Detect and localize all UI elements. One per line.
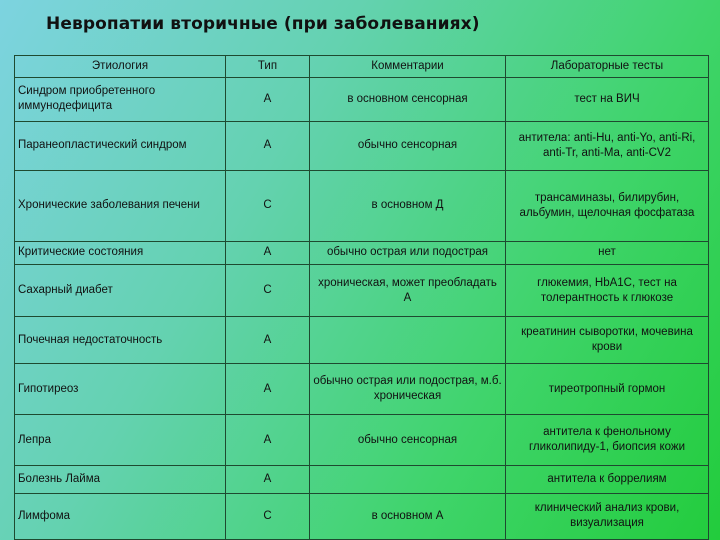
cell-etiology: Лимфома bbox=[15, 493, 226, 539]
cell-comment: в основном Д bbox=[310, 170, 506, 241]
page-title: Невропатии вторичные (при заболеваниях) bbox=[46, 14, 480, 34]
cell-etiology: Лепра bbox=[15, 415, 226, 466]
table-row bbox=[15, 466, 709, 494]
cell-lab: клинический анализ крови, визуализация bbox=[506, 493, 709, 539]
cell-lab: антитела к боррелиям bbox=[506, 466, 709, 494]
cell-comment bbox=[310, 466, 506, 494]
cell-comment: обычно сенсорная bbox=[310, 121, 506, 170]
cell-etiology: Сахарный диабет bbox=[15, 265, 226, 317]
table-row bbox=[15, 121, 709, 170]
table-row bbox=[15, 170, 709, 241]
cell-comment bbox=[310, 317, 506, 364]
cell-type: A bbox=[226, 415, 310, 466]
cell-etiology: Почечная недостаточность bbox=[15, 317, 226, 364]
cell-lab: глюкемия, HbA1C, тест на толерантность к глюкозе bbox=[506, 265, 709, 317]
table-row bbox=[15, 78, 709, 122]
cell-lab: антитела к фенольному гликолипиду-1, биопсия кожи bbox=[506, 415, 709, 466]
table-row bbox=[15, 493, 709, 539]
cell-lab: антитела: anti-Hu, anti-Yo, anti-Ri, anti-Tr, anti-Ma, anti-CV2 bbox=[506, 121, 709, 170]
cell-lab: тест на ВИЧ bbox=[506, 78, 709, 122]
cell-lab: нет bbox=[506, 241, 709, 265]
cell-etiology: Паранеопластический синдром bbox=[15, 121, 226, 170]
cell-comment: в основном А bbox=[310, 493, 506, 539]
header-comment: Комментарии bbox=[310, 56, 506, 78]
header-type: Тип bbox=[226, 56, 310, 78]
table-row bbox=[15, 241, 709, 265]
cell-type: C bbox=[226, 265, 310, 317]
cell-type: A bbox=[226, 78, 310, 122]
cell-lab: тиреотропный гормон bbox=[506, 364, 709, 415]
cell-comment: хроническая, может преобладать А bbox=[310, 265, 506, 317]
cell-etiology: Хронические заболевания печени bbox=[15, 170, 226, 241]
cell-type: A bbox=[226, 466, 310, 494]
table-row bbox=[15, 415, 709, 466]
table-row bbox=[15, 364, 709, 415]
cell-lab: креатинин сыворотки, мочевина крови bbox=[506, 317, 709, 364]
cell-type: A bbox=[226, 317, 310, 364]
cell-etiology: Синдром приобретенного иммунодефицита bbox=[15, 78, 226, 122]
cell-comment: в основном сенсорная bbox=[310, 78, 506, 122]
cell-etiology: Критические состояния bbox=[15, 241, 226, 265]
table-row bbox=[15, 317, 709, 364]
cell-etiology: Болезнь Лайма bbox=[15, 466, 226, 494]
header-row bbox=[15, 56, 709, 78]
cell-lab: трансаминазы, билирубин, альбумин, щелочная фосфатаза bbox=[506, 170, 709, 241]
header-lab: Лабораторные тесты bbox=[506, 56, 709, 78]
neuropathy-table bbox=[14, 55, 709, 540]
cell-type: C bbox=[226, 170, 310, 241]
table-row bbox=[15, 265, 709, 317]
cell-comment: обычно острая или подострая bbox=[310, 241, 506, 265]
cell-comment: обычно острая или подострая, м.б. хроническая bbox=[310, 364, 506, 415]
cell-etiology: Гипотиреоз bbox=[15, 364, 226, 415]
cell-type: A bbox=[226, 121, 310, 170]
cell-comment: обычно сенсорная bbox=[310, 415, 506, 466]
cell-type: A bbox=[226, 241, 310, 265]
header-etiology: Этиология bbox=[15, 56, 226, 78]
cell-type: A bbox=[226, 364, 310, 415]
cell-type: C bbox=[226, 493, 310, 539]
